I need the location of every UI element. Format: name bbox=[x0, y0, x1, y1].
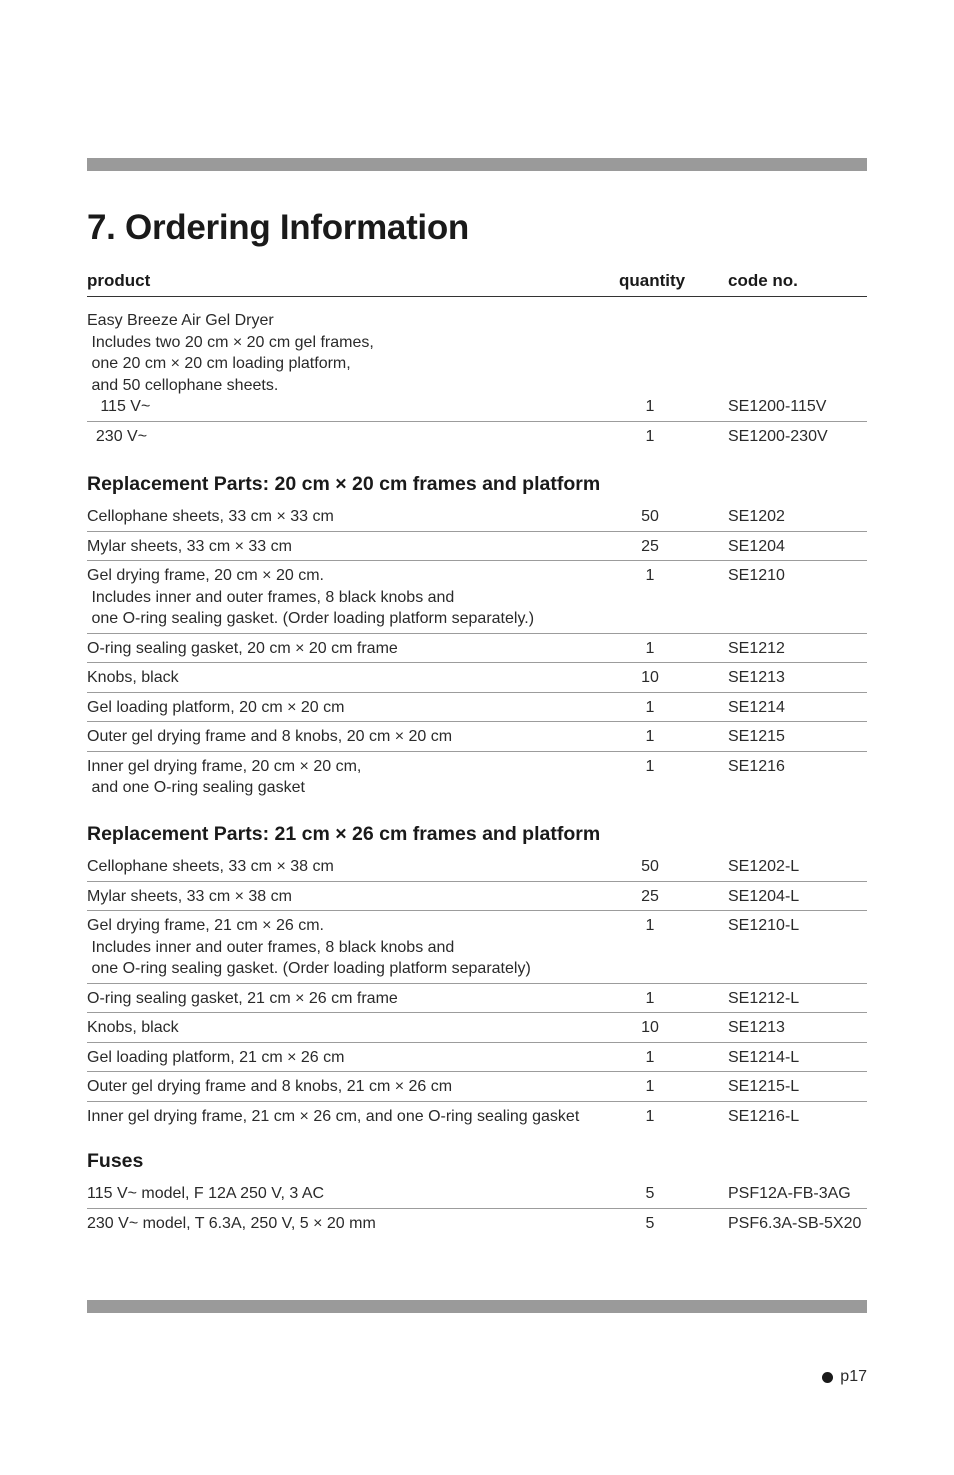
quantity-cell: 25 bbox=[641, 537, 659, 555]
fuses-table bbox=[87, 1149, 867, 1237]
table-row bbox=[87, 910, 867, 983]
table-row bbox=[87, 560, 867, 633]
code-cell: SE1215-L bbox=[728, 1078, 800, 1095]
code-cell: SE1204-L bbox=[728, 887, 800, 905]
column-header-code: code no. bbox=[728, 271, 798, 290]
code-cell: SE1210 bbox=[728, 567, 785, 584]
code-cell: SE1216 bbox=[728, 757, 785, 775]
product-line: Inner gel drying frame, 20 cm × 20 cm, bbox=[87, 757, 362, 775]
product-line: O-ring sealing gasket, 21 cm × 26 cm frame bbox=[87, 989, 398, 1007]
table-row bbox=[87, 852, 867, 881]
product-line: Knobs, black bbox=[87, 669, 179, 686]
product-line: 230 V~ model, T 6.3A, 250 V, 5 × 20 mm bbox=[87, 1214, 376, 1232]
product-line: Includes inner and outer frames, 8 black knobs and bbox=[87, 588, 455, 606]
product-line: Knobs, black bbox=[87, 1019, 179, 1036]
replacement-parts-21x26-table bbox=[87, 822, 867, 1130]
quantity-cell: 5 bbox=[645, 1185, 655, 1202]
code-cell: PSF12A-FB-3AG bbox=[728, 1185, 851, 1202]
quantity-cell: 5 bbox=[645, 1214, 655, 1232]
table-row bbox=[87, 692, 867, 722]
column-header-product: product bbox=[87, 271, 151, 290]
product-line: one 20 cm × 20 cm loading platform, bbox=[87, 355, 351, 372]
quantity-cell: 1 bbox=[645, 1048, 655, 1066]
product-line: 115 V~ model, F 12A 250 V, 3 AC bbox=[87, 1185, 325, 1202]
code-cell: SE1212 bbox=[728, 639, 785, 657]
quantity-cell: 50 bbox=[641, 858, 659, 875]
page-title: 7. Ordering Information bbox=[87, 208, 470, 247]
table-row bbox=[87, 1071, 867, 1101]
code-cell: SE1202 bbox=[728, 508, 785, 525]
product-description bbox=[87, 1076, 622, 1098]
quantity-cell: 10 bbox=[641, 1019, 659, 1036]
table-row bbox=[87, 502, 867, 531]
section-title: Fuses bbox=[87, 1150, 144, 1172]
product-description bbox=[87, 310, 622, 418]
code-cell: SE1214 bbox=[728, 698, 785, 716]
column-header-quantity: quantity bbox=[619, 271, 686, 290]
product-description bbox=[87, 756, 622, 799]
code-cell: SE1215 bbox=[728, 728, 785, 745]
replacement-parts-20x20-table bbox=[87, 472, 867, 802]
product-description bbox=[87, 726, 622, 748]
quantity-cell: 1 bbox=[645, 1107, 655, 1125]
footer-rule bbox=[87, 1300, 867, 1313]
quantity-cell: 1 bbox=[645, 757, 655, 775]
code-cell: SE1213 bbox=[728, 1019, 785, 1036]
table-row bbox=[87, 983, 867, 1013]
product-description bbox=[87, 565, 622, 630]
product-line: one O-ring sealing gasket. (Order loading platform separately) bbox=[87, 960, 531, 977]
page-number bbox=[822, 1368, 867, 1386]
product-description bbox=[87, 506, 622, 528]
quantity-cell: 10 bbox=[641, 669, 659, 686]
product-line: O-ring sealing gasket, 20 cm × 20 cm frame bbox=[87, 639, 398, 657]
quantity-cell: 1 bbox=[645, 1078, 655, 1095]
product-description bbox=[87, 426, 622, 448]
table-row bbox=[87, 662, 867, 692]
quantity-cell: 25 bbox=[641, 887, 659, 905]
product-line: Gel loading platform, 21 cm × 26 cm bbox=[87, 1048, 345, 1066]
product-line: one O-ring sealing gasket. (Order loading platform separately.) bbox=[87, 610, 535, 627]
product-description bbox=[87, 536, 622, 558]
code-cell: PSF6.3A-SB-5X20 bbox=[728, 1214, 862, 1232]
section-title: Replacement Parts: 20 cm × 20 cm frames and platform bbox=[87, 473, 601, 495]
product-line: Easy Breeze Air Gel Dryer bbox=[87, 312, 274, 329]
product-description bbox=[87, 1106, 622, 1128]
code-cell: SE1216-L bbox=[728, 1107, 800, 1125]
code-cell: SE1214-L bbox=[728, 1048, 800, 1066]
code-cell: SE1200-115V bbox=[728, 398, 827, 415]
product-line: Gel drying frame, 21 cm × 26 cm. bbox=[87, 917, 324, 934]
product-line: Gel drying frame, 20 cm × 20 cm. bbox=[87, 567, 324, 584]
product-description bbox=[87, 1047, 622, 1069]
quantity-cell: 1 bbox=[645, 427, 655, 445]
table-row bbox=[87, 1101, 867, 1131]
product-line: and 50 cellophane sheets. bbox=[87, 376, 279, 394]
table-row bbox=[87, 1042, 867, 1072]
column-header-row bbox=[87, 271, 867, 297]
page-number-label: p17 bbox=[840, 1368, 867, 1385]
table-row bbox=[87, 1208, 867, 1238]
table-row bbox=[87, 633, 867, 663]
quantity-cell: 1 bbox=[645, 728, 655, 745]
table-row bbox=[87, 421, 867, 451]
table-row bbox=[87, 881, 867, 911]
bullet-icon bbox=[822, 1372, 833, 1383]
code-cell: SE1213 bbox=[728, 669, 785, 686]
table-row bbox=[87, 721, 867, 751]
main-product-table bbox=[87, 306, 867, 450]
quantity-cell: 50 bbox=[641, 508, 659, 525]
product-description bbox=[87, 856, 622, 878]
product-description bbox=[87, 638, 622, 660]
code-cell: SE1200-230V bbox=[728, 427, 828, 445]
header-rule bbox=[87, 158, 867, 171]
product-description bbox=[87, 1183, 622, 1205]
product-line: Outer gel drying frame and 8 knobs, 21 cm × 26 cm bbox=[87, 1078, 453, 1095]
product-line: and one O-ring sealing gasket bbox=[87, 779, 305, 796]
code-cell: SE1210-L bbox=[728, 917, 800, 934]
code-cell: SE1212-L bbox=[728, 989, 800, 1007]
code-cell: SE1202-L bbox=[728, 858, 800, 875]
product-line: Includes inner and outer frames, 8 black knobs and bbox=[87, 938, 455, 956]
product-line: Gel loading platform, 20 cm × 20 cm bbox=[87, 698, 345, 716]
product-line: Mylar sheets, 33 cm × 33 cm bbox=[87, 537, 292, 555]
product-description bbox=[87, 988, 622, 1010]
table-row bbox=[87, 751, 867, 802]
product-description bbox=[87, 1213, 622, 1235]
product-description bbox=[87, 697, 622, 719]
quantity-cell: 1 bbox=[645, 917, 655, 934]
product-line: 230 V~ bbox=[87, 427, 148, 445]
product-description bbox=[87, 915, 622, 980]
product-line: 115 V~ bbox=[87, 398, 151, 415]
table-row bbox=[87, 306, 867, 421]
code-cell: SE1204 bbox=[728, 537, 785, 555]
product-line: Outer gel drying frame and 8 knobs, 20 cm × 20 cm bbox=[87, 728, 453, 745]
quantity-cell: 1 bbox=[645, 989, 655, 1007]
product-line: Inner gel drying frame, 21 cm × 26 cm, and one O-ring sealing gasket bbox=[87, 1107, 580, 1125]
quantity-cell: 1 bbox=[645, 567, 655, 584]
table-row bbox=[87, 1012, 867, 1042]
quantity-cell: 1 bbox=[645, 398, 655, 415]
quantity-cell: 1 bbox=[645, 639, 655, 657]
section-title: Replacement Parts: 21 cm × 26 cm frames and platform bbox=[87, 823, 601, 845]
product-line: Cellophane sheets, 33 cm × 38 cm bbox=[87, 858, 334, 875]
product-description bbox=[87, 1017, 622, 1039]
table-row bbox=[87, 531, 867, 561]
product-description bbox=[87, 886, 622, 908]
product-line: Mylar sheets, 33 cm × 38 cm bbox=[87, 887, 292, 905]
quantity-cell: 1 bbox=[645, 698, 655, 716]
table-row bbox=[87, 1179, 867, 1208]
product-line: Includes two 20 cm × 20 cm gel frames, bbox=[87, 333, 374, 351]
product-line: Cellophane sheets, 33 cm × 33 cm bbox=[87, 508, 334, 525]
product-description bbox=[87, 667, 622, 689]
